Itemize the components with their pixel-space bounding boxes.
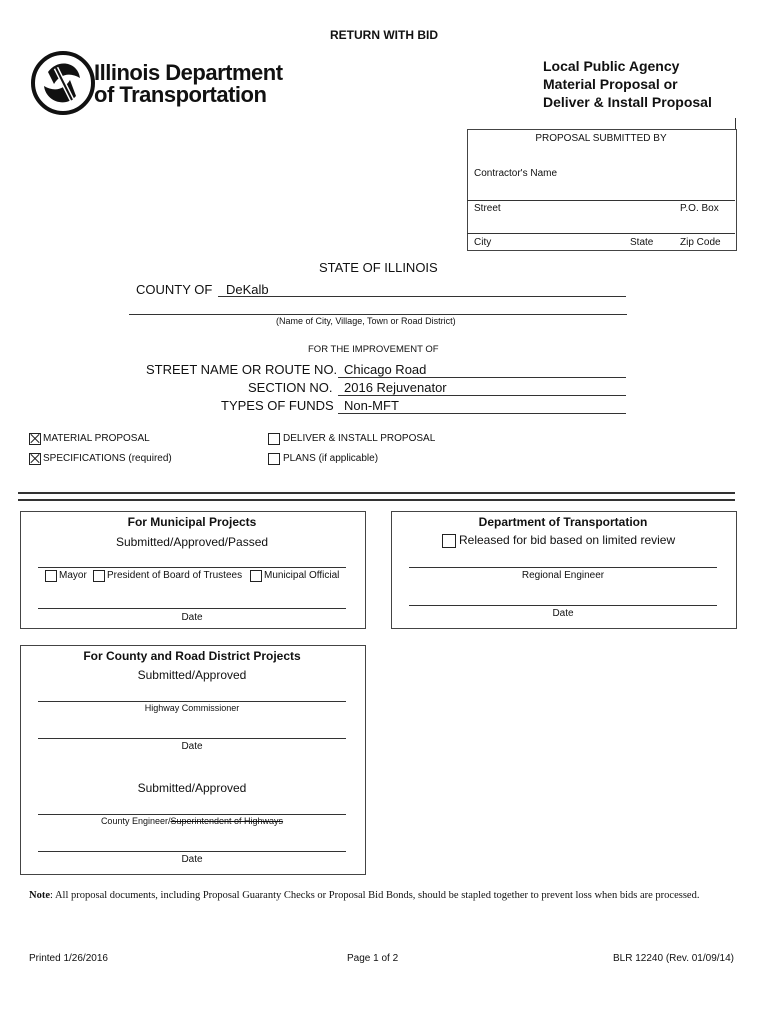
county-subheading-2: Submitted/Approved xyxy=(137,781,247,795)
municipal-heading: For Municipal Projects xyxy=(127,515,257,529)
contractor-name-label[interactable]: Contractor's Name xyxy=(474,168,558,179)
city-label[interactable]: City xyxy=(474,237,492,248)
dot-date-label: Date xyxy=(552,608,574,619)
dot-heading: Department of Transportation xyxy=(478,515,648,529)
proposal-submitted-by-heading: PROPOSAL SUBMITTED BY xyxy=(535,133,667,144)
deliver-install-label: DELIVER & INSTALL PROPOSAL xyxy=(283,433,436,444)
material-proposal-label: MATERIAL PROPOSAL xyxy=(43,433,150,444)
form-title-line-2: Material Proposal or xyxy=(543,76,678,92)
county-value[interactable]: DeKalb xyxy=(226,282,269,297)
highway-commissioner-label: Highway Commissioner xyxy=(144,703,240,713)
street-route-label: STREET NAME OR ROUTE NO. xyxy=(146,362,338,377)
plans-checkbox[interactable] xyxy=(268,453,280,465)
released-for-bid-label: Released for bid based on limited review xyxy=(459,533,676,547)
president-label: President of Board of Trustees xyxy=(107,570,243,581)
state-label[interactable]: State xyxy=(630,237,654,248)
street-line xyxy=(467,233,735,234)
specifications-label: SPECIFICATIONS (required) xyxy=(43,453,172,464)
idot-logo xyxy=(30,50,283,116)
types-of-funds-label: TYPES OF FUNDS xyxy=(221,398,334,413)
street-label[interactable]: Street xyxy=(474,203,501,214)
improvement-heading: FOR THE IMPROVEMENT OF xyxy=(308,344,439,355)
municipal-official-checkbox[interactable] xyxy=(250,570,262,582)
dot-date-line[interactable] xyxy=(409,605,717,606)
section-divider xyxy=(18,492,735,501)
county-engineer-label xyxy=(20,816,364,826)
idot-emblem-icon xyxy=(30,50,96,116)
contractor-name-line xyxy=(467,200,735,201)
president-checkbox[interactable] xyxy=(93,570,105,582)
county-engineer-prefix: County Engineer/ xyxy=(100,816,171,826)
page-number: Page 1 of 2 xyxy=(347,953,399,964)
types-of-funds-value[interactable]: Non-MFT xyxy=(344,398,399,413)
released-for-bid-checkbox[interactable] xyxy=(442,534,456,548)
municipal-signature-line[interactable] xyxy=(38,567,346,568)
form-title-line-1: Local Public Agency xyxy=(543,58,680,74)
regional-engineer-line[interactable] xyxy=(409,567,717,568)
logo-line-2: of Transportation xyxy=(94,82,267,107)
specifications-checkbox[interactable] xyxy=(29,453,41,465)
mayor-checkbox[interactable] xyxy=(45,570,57,582)
note-label: Note xyxy=(29,890,50,901)
note-text xyxy=(29,888,729,903)
county-line xyxy=(218,296,626,297)
county-subheading-1: Submitted/Approved xyxy=(137,668,247,682)
municipality-name-caption: (Name of City, Village, Town or Road District) xyxy=(276,316,456,326)
note-body: : All proposal documents, including Proposal Guaranty Checks or Proposal Bid Bonds, should be stapled together to prevent loss when bids are processed. xyxy=(50,890,700,901)
form-title-line-3: Deliver & Install Proposal xyxy=(543,94,712,110)
municipal-subheading: Submitted/Approved/Passed xyxy=(115,535,269,549)
section-no-line xyxy=(338,395,626,396)
logo-line-1: Illinois Department xyxy=(94,60,283,85)
return-with-bid: RETURN WITH BID xyxy=(330,28,438,42)
county-date-line-1[interactable] xyxy=(38,738,346,739)
county-date-label-1: Date xyxy=(181,741,203,752)
section-no-value[interactable]: 2016 Rejuvenator xyxy=(344,380,447,395)
printed-date: Printed 1/26/2016 xyxy=(29,953,108,964)
mayor-label: Mayor xyxy=(59,570,87,581)
county-engineer-line[interactable] xyxy=(38,814,346,815)
county-heading: For County and Road District Projects xyxy=(83,649,301,663)
municipality-name-line[interactable] xyxy=(129,314,627,315)
street-route-value[interactable]: Chicago Road xyxy=(344,362,427,377)
county-label: COUNTY OF xyxy=(136,282,213,297)
deliver-install-checkbox[interactable] xyxy=(268,433,280,445)
municipal-official-label: Municipal Official xyxy=(264,570,340,581)
state-heading: STATE OF ILLINOIS xyxy=(319,260,438,275)
form-number: BLR 12240 (Rev. 01/09/14) xyxy=(613,953,735,964)
street-route-line xyxy=(338,377,626,378)
highway-commissioner-line[interactable] xyxy=(38,701,346,702)
municipal-date-label: Date xyxy=(181,612,203,623)
municipal-date-line[interactable] xyxy=(38,608,346,609)
county-date-label-2: Date xyxy=(181,854,203,865)
material-proposal-checkbox[interactable] xyxy=(29,433,41,445)
superintendent-struck: Superintendent of Highways xyxy=(170,816,284,826)
types-of-funds-line xyxy=(338,413,626,414)
po-box-label[interactable]: P.O. Box xyxy=(680,203,719,214)
plans-label: PLANS (if applicable) xyxy=(283,453,379,464)
zip-code-label[interactable]: Zip Code xyxy=(680,237,721,248)
regional-engineer-label: Regional Engineer xyxy=(521,570,605,581)
county-date-line-2[interactable] xyxy=(38,851,346,852)
section-no-label: SECTION NO. xyxy=(248,380,333,395)
